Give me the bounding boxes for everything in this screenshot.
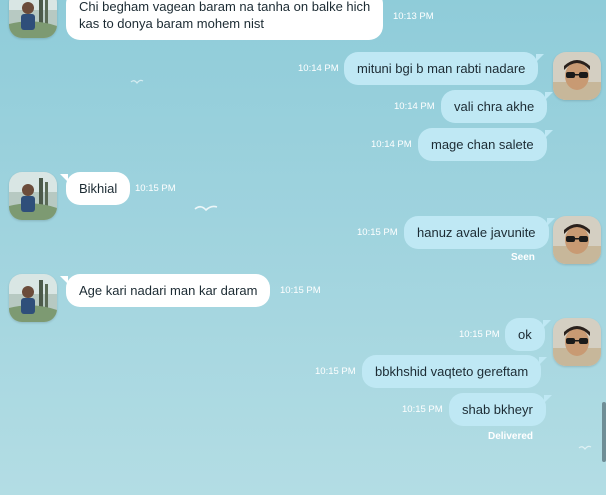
message-bubble-outgoing[interactable] bbox=[418, 128, 547, 161]
message-text: bbkhshid vaqteto gereftam bbox=[375, 364, 529, 379]
message-text: Bikhial bbox=[79, 181, 118, 196]
message-text: shab bkheyr bbox=[462, 402, 533, 417]
my-avatar[interactable] bbox=[553, 52, 601, 100]
message-bubble-outgoing[interactable] bbox=[441, 90, 547, 123]
bird-icon bbox=[578, 444, 592, 452]
message-bubble-outgoing[interactable] bbox=[404, 216, 549, 249]
message-bubble-outgoing[interactable] bbox=[505, 318, 545, 351]
message-timestamp: 10:15 PM bbox=[459, 329, 500, 340]
message-bubble-outgoing[interactable] bbox=[344, 52, 538, 85]
bird-icon bbox=[130, 78, 144, 86]
message-text: Age kari nadari man kar daram bbox=[79, 283, 258, 298]
message-text-line: Chi begham vagean baram na tanha on balke hich bbox=[79, 0, 371, 14]
message-text: mage chan salete bbox=[431, 137, 534, 152]
message-timestamp: 10:15 PM bbox=[280, 285, 321, 296]
delivered-status: Delivered bbox=[488, 431, 534, 442]
contact-avatar[interactable] bbox=[9, 172, 57, 220]
message-timestamp: 10:14 PM bbox=[298, 63, 339, 74]
message-timestamp: 10:15 PM bbox=[402, 404, 443, 415]
bird-icon bbox=[194, 203, 218, 215]
message-bubble-outgoing[interactable] bbox=[449, 393, 546, 426]
contact-avatar[interactable] bbox=[9, 0, 57, 38]
message-timestamp: 10:14 PM bbox=[394, 101, 435, 112]
message-text-line: kas to donya baram mohem nist bbox=[79, 16, 264, 31]
message-bubble-incoming[interactable] bbox=[66, 0, 383, 40]
message-text: mituni bgi b man rabti nadare bbox=[357, 61, 526, 76]
message-text: vali chra akhe bbox=[454, 99, 535, 114]
message-bubble-outgoing[interactable] bbox=[362, 355, 541, 388]
my-avatar[interactable] bbox=[553, 216, 601, 264]
seen-status: Seen bbox=[511, 252, 535, 263]
scrollbar-thumb[interactable] bbox=[602, 402, 606, 462]
message-timestamp: 10:15 PM bbox=[315, 366, 356, 377]
my-avatar[interactable] bbox=[553, 318, 601, 366]
message-bubble-incoming[interactable] bbox=[66, 274, 270, 307]
message-text: hanuz avale javunite bbox=[417, 225, 536, 240]
message-timestamp: 10:15 PM bbox=[135, 183, 176, 194]
message-timestamp: 10:13 PM bbox=[393, 11, 434, 22]
message-text: ok bbox=[518, 327, 532, 342]
contact-avatar[interactable] bbox=[9, 274, 57, 322]
message-timestamp: 10:15 PM bbox=[357, 227, 398, 238]
message-timestamp: 10:14 PM bbox=[371, 139, 412, 150]
message-bubble-incoming[interactable] bbox=[66, 172, 130, 205]
